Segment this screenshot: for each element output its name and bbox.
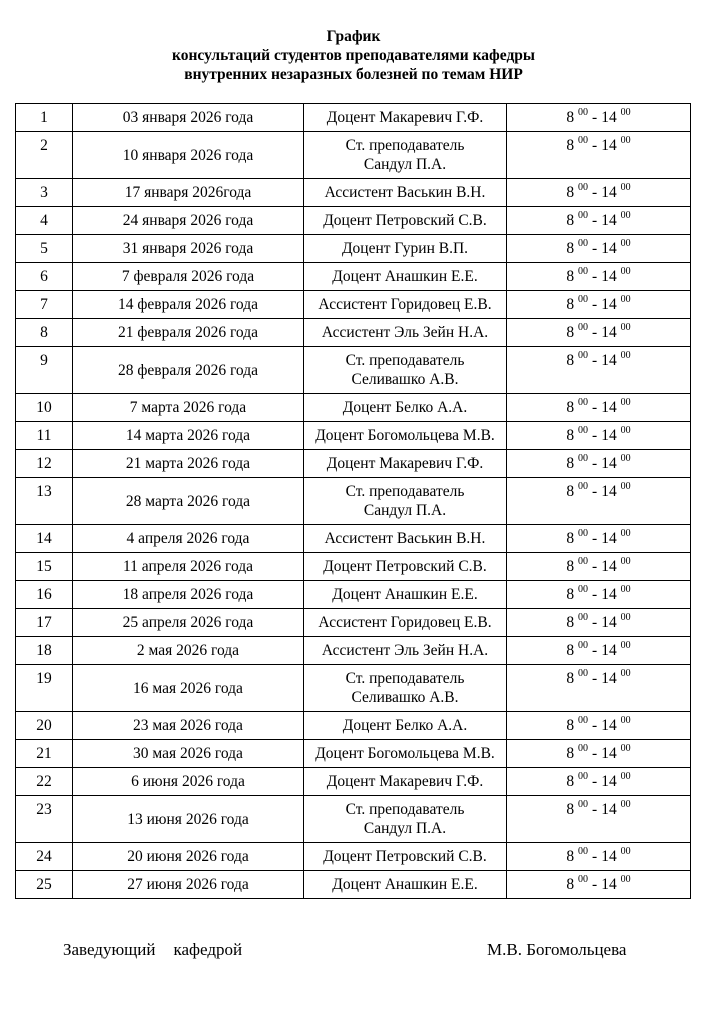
time-start-minutes: 00 [578,209,589,221]
teacher-cell [304,319,507,347]
row-number: 9 [16,347,73,394]
teacher-line: Ассистент Горидовец Е.В. [318,614,492,631]
time-start-minutes: 00 [578,106,589,118]
teacher-cell [304,712,507,740]
consultation-time [507,263,691,291]
time-start-hour: 8 [566,586,575,603]
teacher-cell [304,347,507,394]
time-end-hour: 14 [601,558,617,575]
consultation-time [507,450,691,478]
time-end-hour: 14 [601,530,617,547]
consultation-time [507,768,691,796]
time-separator: - [592,642,598,659]
time-end-hour: 14 [601,848,617,865]
time-end-minutes: 00 [620,742,631,754]
teacher-line: Доцент Петровский С.В. [323,848,487,865]
consultation-date: 7 марта 2026 года [73,394,304,422]
time-start-minutes: 00 [578,265,589,277]
table-row [16,179,691,207]
teacher-line: Ассистент Горидовец Е.В. [318,296,492,313]
consultation-time [507,394,691,422]
teacher-line: Сандул П.А. [363,156,447,173]
table-row [16,263,691,291]
time-start-minutes: 00 [578,873,589,885]
row-number: 22 [16,768,73,796]
table-row [16,207,691,235]
footer-position [63,940,242,960]
row-number: 24 [16,843,73,871]
time-separator: - [592,586,598,603]
time-end-hour: 14 [601,642,617,659]
time-separator: - [592,352,598,369]
consultation-time [507,132,691,179]
schedule-table [15,103,691,899]
time-start-minutes: 00 [578,452,589,464]
time-start-minutes: 00 [578,527,589,539]
row-number: 18 [16,637,73,665]
consultation-date: 20 июня 2026 года [73,843,304,871]
consultation-date: 14 февраля 2026 года [73,291,304,319]
row-number: 6 [16,263,73,291]
time-start-hour: 8 [566,670,575,687]
consultation-time [507,665,691,712]
table-row [16,478,691,525]
table-row [16,665,691,712]
time-start-hour: 8 [566,801,575,818]
time-end-minutes: 00 [620,424,631,436]
teacher-line: Ассистент Васькин В.Н. [324,530,486,547]
time-end-minutes: 00 [620,237,631,249]
consultation-date: 25 апреля 2026 года [73,609,304,637]
consultation-date: 27 июня 2026 года [73,871,304,899]
time-end-minutes: 00 [620,583,631,595]
time-start-hour: 8 [566,558,575,575]
time-end-minutes: 00 [620,845,631,857]
time-end-minutes: 00 [620,555,631,567]
time-start-minutes: 00 [578,798,589,810]
time-start-hour: 8 [566,876,575,893]
row-number: 4 [16,207,73,235]
table-row [16,132,691,179]
time-end-hour: 14 [601,324,617,341]
row-number: 21 [16,740,73,768]
time-start-minutes: 00 [578,349,589,361]
table-row [16,422,691,450]
consultation-time [507,609,691,637]
time-end-minutes: 00 [620,321,631,333]
teacher-line: Ассистент Эль Зейн Н.А. [321,324,489,341]
consultation-time [507,740,691,768]
consultation-date: 18 апреля 2026 года [73,581,304,609]
footer-position-word-1: Заведующий [63,940,156,959]
table-row [16,581,691,609]
table-row [16,609,691,637]
time-start-minutes: 00 [578,424,589,436]
teacher-cell [304,207,507,235]
time-end-hour: 14 [601,876,617,893]
teacher-line: Доцент Петровский С.В. [323,212,487,229]
consultation-date: 21 февраля 2026 года [73,319,304,347]
teacher-line: Доцент Гурин В.П. [341,240,469,257]
row-number: 8 [16,319,73,347]
row-number: 13 [16,478,73,525]
time-end-hour: 14 [601,399,617,416]
table-row [16,347,691,394]
row-number: 17 [16,609,73,637]
time-start-hour: 8 [566,848,575,865]
table-row [16,291,691,319]
time-end-hour: 14 [601,268,617,285]
time-start-hour: 8 [566,773,575,790]
time-separator: - [592,745,598,762]
teacher-line: Ассистент Васькин В.Н. [324,184,486,201]
time-separator: - [592,717,598,734]
time-separator: - [592,670,598,687]
teacher-line: Доцент Макаревич Г.Ф. [326,773,484,790]
time-start-minutes: 00 [578,321,589,333]
time-end-minutes: 00 [620,873,631,885]
time-end-hour: 14 [601,109,617,126]
table-row [16,394,691,422]
table-row [16,637,691,665]
consultation-time [507,581,691,609]
time-start-minutes: 00 [578,639,589,651]
time-end-hour: 14 [601,745,617,762]
time-separator: - [592,848,598,865]
teacher-line: Доцент Макаревич Г.Ф. [326,455,484,472]
teacher-line: Доцент Белко А.А. [342,399,468,416]
time-end-minutes: 00 [620,265,631,277]
table-row [16,525,691,553]
consultation-time [507,235,691,263]
teacher-cell [304,450,507,478]
row-number: 7 [16,291,73,319]
time-start-hour: 8 [566,268,575,285]
consultation-time [507,319,691,347]
time-start-hour: 8 [566,352,575,369]
row-number: 19 [16,665,73,712]
time-start-minutes: 00 [578,555,589,567]
title-line-2: консультаций студентов преподавателями кафедры [171,47,536,64]
time-end-minutes: 00 [620,798,631,810]
footer-signatory: М.В. Богомольцева [487,940,627,959]
time-separator: - [592,399,598,416]
table-row [16,768,691,796]
consultation-date: 4 апреля 2026 года [73,525,304,553]
consultation-time [507,179,691,207]
time-end-hour: 14 [601,212,617,229]
teacher-line: Доцент Макаревич Г.Ф. [326,109,484,126]
time-end-minutes: 00 [620,480,631,492]
time-end-hour: 14 [601,614,617,631]
time-start-hour: 8 [566,324,575,341]
time-end-hour: 14 [601,296,617,313]
consultation-time [507,291,691,319]
teacher-cell [304,179,507,207]
teacher-cell [304,422,507,450]
time-end-hour: 14 [601,137,617,154]
teacher-line: Сандул П.А. [363,502,447,519]
teacher-line: Доцент Анашкин Е.Е. [332,876,478,893]
teacher-cell [304,104,507,132]
document-title [0,27,707,84]
consultation-time [507,637,691,665]
time-start-hour: 8 [566,427,575,444]
time-end-minutes: 00 [620,667,631,679]
teacher-cell [304,235,507,263]
time-end-minutes: 00 [620,209,631,221]
teacher-cell [304,553,507,581]
teacher-line: Селивашко А.В. [351,371,459,388]
consultation-time [507,871,691,899]
time-separator: - [592,296,598,313]
teacher-cell [304,768,507,796]
teacher-cell [304,394,507,422]
time-separator: - [592,324,598,341]
time-end-minutes: 00 [620,349,631,361]
time-start-minutes: 00 [578,480,589,492]
time-end-minutes: 00 [620,611,631,623]
time-start-hour: 8 [566,483,575,500]
time-separator: - [592,801,598,818]
time-start-hour: 8 [566,455,575,472]
teacher-line: Селивашко А.В. [351,689,459,706]
time-start-hour: 8 [566,745,575,762]
time-end-minutes: 00 [620,452,631,464]
table-row [16,553,691,581]
time-end-minutes: 00 [620,714,631,726]
row-number: 11 [16,422,73,450]
time-separator: - [592,109,598,126]
time-separator: - [592,876,598,893]
time-start-minutes: 00 [578,583,589,595]
time-start-minutes: 00 [578,770,589,782]
teacher-line: Доцент Богомольцева М.В. [315,427,495,444]
time-end-hour: 14 [601,184,617,201]
table-row [16,450,691,478]
consultation-time [507,712,691,740]
row-number: 2 [16,132,73,179]
teacher-cell [304,740,507,768]
teacher-cell [304,665,507,712]
time-start-hour: 8 [566,717,575,734]
consultation-date: 6 июня 2026 года [73,768,304,796]
time-start-hour: 8 [566,137,575,154]
consultation-date: 03 января 2026 года [73,104,304,132]
time-separator: - [592,268,598,285]
consultation-time [507,843,691,871]
time-separator: - [592,483,598,500]
time-start-hour: 8 [566,109,575,126]
consultation-date: 31 января 2026 года [73,235,304,263]
consultation-date: 11 апреля 2026 года [73,553,304,581]
time-end-hour: 14 [601,670,617,687]
consultation-date: 16 мая 2026 года [73,665,304,712]
consultation-date: 24 января 2026 года [73,207,304,235]
row-number: 10 [16,394,73,422]
time-separator: - [592,530,598,547]
time-start-hour: 8 [566,184,575,201]
teacher-cell [304,796,507,843]
teacher-cell [304,581,507,609]
consultation-date: 28 февраля 2026 года [73,347,304,394]
row-number: 1 [16,104,73,132]
row-number: 12 [16,450,73,478]
time-end-hour: 14 [601,427,617,444]
consultation-time [507,104,691,132]
teacher-cell [304,843,507,871]
table-row [16,796,691,843]
time-end-hour: 14 [601,801,617,818]
title-line-1: График [326,28,381,45]
time-end-hour: 14 [601,483,617,500]
consultation-date: 7 февраля 2026 года [73,263,304,291]
time-end-minutes: 00 [620,181,631,193]
time-end-minutes: 00 [620,106,631,118]
row-number: 23 [16,796,73,843]
teacher-line: Сандул П.А. [363,820,447,837]
time-start-minutes: 00 [578,181,589,193]
teacher-line: Ст. преподаватель [345,670,465,687]
title-line-3: внутренних незаразных болезней по темам НИР [184,66,523,83]
consultation-date: 30 мая 2026 года [73,740,304,768]
consultation-date: 28 марта 2026 года [73,478,304,525]
footer-position-word-2: кафедрой [173,940,243,959]
time-start-hour: 8 [566,530,575,547]
consultation-time [507,525,691,553]
time-separator: - [592,773,598,790]
teacher-line: Доцент Анашкин Е.Е. [332,586,478,603]
teacher-cell [304,637,507,665]
table-row [16,319,691,347]
time-separator: - [592,455,598,472]
table-row [16,104,691,132]
time-start-hour: 8 [566,296,575,313]
time-start-minutes: 00 [578,845,589,857]
teacher-cell [304,291,507,319]
time-end-hour: 14 [601,586,617,603]
time-start-hour: 8 [566,399,575,416]
consultation-time [507,796,691,843]
consultation-time [507,553,691,581]
table-row [16,740,691,768]
table-row [16,871,691,899]
teacher-line: Ст. преподаватель [345,352,465,369]
time-end-hour: 14 [601,240,617,257]
time-end-minutes: 00 [620,527,631,539]
teacher-cell [304,132,507,179]
teacher-line: Доцент Белко А.А. [342,717,468,734]
teacher-line: Доцент Петровский С.В. [323,558,487,575]
consultation-date: 13 июня 2026 года [73,796,304,843]
time-end-minutes: 00 [620,396,631,408]
time-start-minutes: 00 [578,396,589,408]
time-separator: - [592,240,598,257]
teacher-line: Ст. преподаватель [345,801,465,818]
teacher-cell [304,871,507,899]
teacher-cell [304,525,507,553]
teacher-line: Ассистент Эль Зейн Н.А. [321,642,489,659]
row-number: 20 [16,712,73,740]
teacher-cell [304,478,507,525]
consultation-time [507,422,691,450]
time-separator: - [592,184,598,201]
teacher-line: Доцент Анашкин Е.Е. [332,268,478,285]
time-start-minutes: 00 [578,714,589,726]
time-separator: - [592,212,598,229]
time-separator: - [592,427,598,444]
time-separator: - [592,558,598,575]
time-start-minutes: 00 [578,667,589,679]
consultation-time [507,207,691,235]
time-end-minutes: 00 [620,293,631,305]
consultation-date: 2 мая 2026 года [73,637,304,665]
time-separator: - [592,614,598,631]
time-end-hour: 14 [601,773,617,790]
consultation-date: 23 мая 2026 года [73,712,304,740]
time-start-minutes: 00 [578,611,589,623]
consultation-date: 21 марта 2026 года [73,450,304,478]
table-row [16,843,691,871]
consultation-time [507,478,691,525]
teacher-line: Ст. преподаватель [345,137,465,154]
time-start-hour: 8 [566,240,575,257]
consultation-time [507,347,691,394]
teacher-cell [304,263,507,291]
teacher-line: Ст. преподаватель [345,483,465,500]
row-number: 25 [16,871,73,899]
time-start-hour: 8 [566,614,575,631]
schedule-table-body [16,104,691,899]
time-end-hour: 14 [601,455,617,472]
row-number: 14 [16,525,73,553]
consultation-date: 17 января 2026года [73,179,304,207]
time-start-minutes: 00 [578,134,589,146]
time-end-hour: 14 [601,352,617,369]
time-start-minutes: 00 [578,742,589,754]
table-row [16,712,691,740]
consultation-date: 10 января 2026 года [73,132,304,179]
consultation-date: 14 марта 2026 года [73,422,304,450]
row-number: 5 [16,235,73,263]
time-end-minutes: 00 [620,639,631,651]
time-start-minutes: 00 [578,237,589,249]
row-number: 3 [16,179,73,207]
time-separator: - [592,137,598,154]
time-end-hour: 14 [601,717,617,734]
time-end-minutes: 00 [620,134,631,146]
teacher-cell [304,609,507,637]
table-row [16,235,691,263]
time-start-minutes: 00 [578,293,589,305]
teacher-line: Доцент Богомольцева М.В. [315,745,495,762]
row-number: 16 [16,581,73,609]
time-start-hour: 8 [566,212,575,229]
time-end-minutes: 00 [620,770,631,782]
time-start-hour: 8 [566,642,575,659]
row-number: 15 [16,553,73,581]
